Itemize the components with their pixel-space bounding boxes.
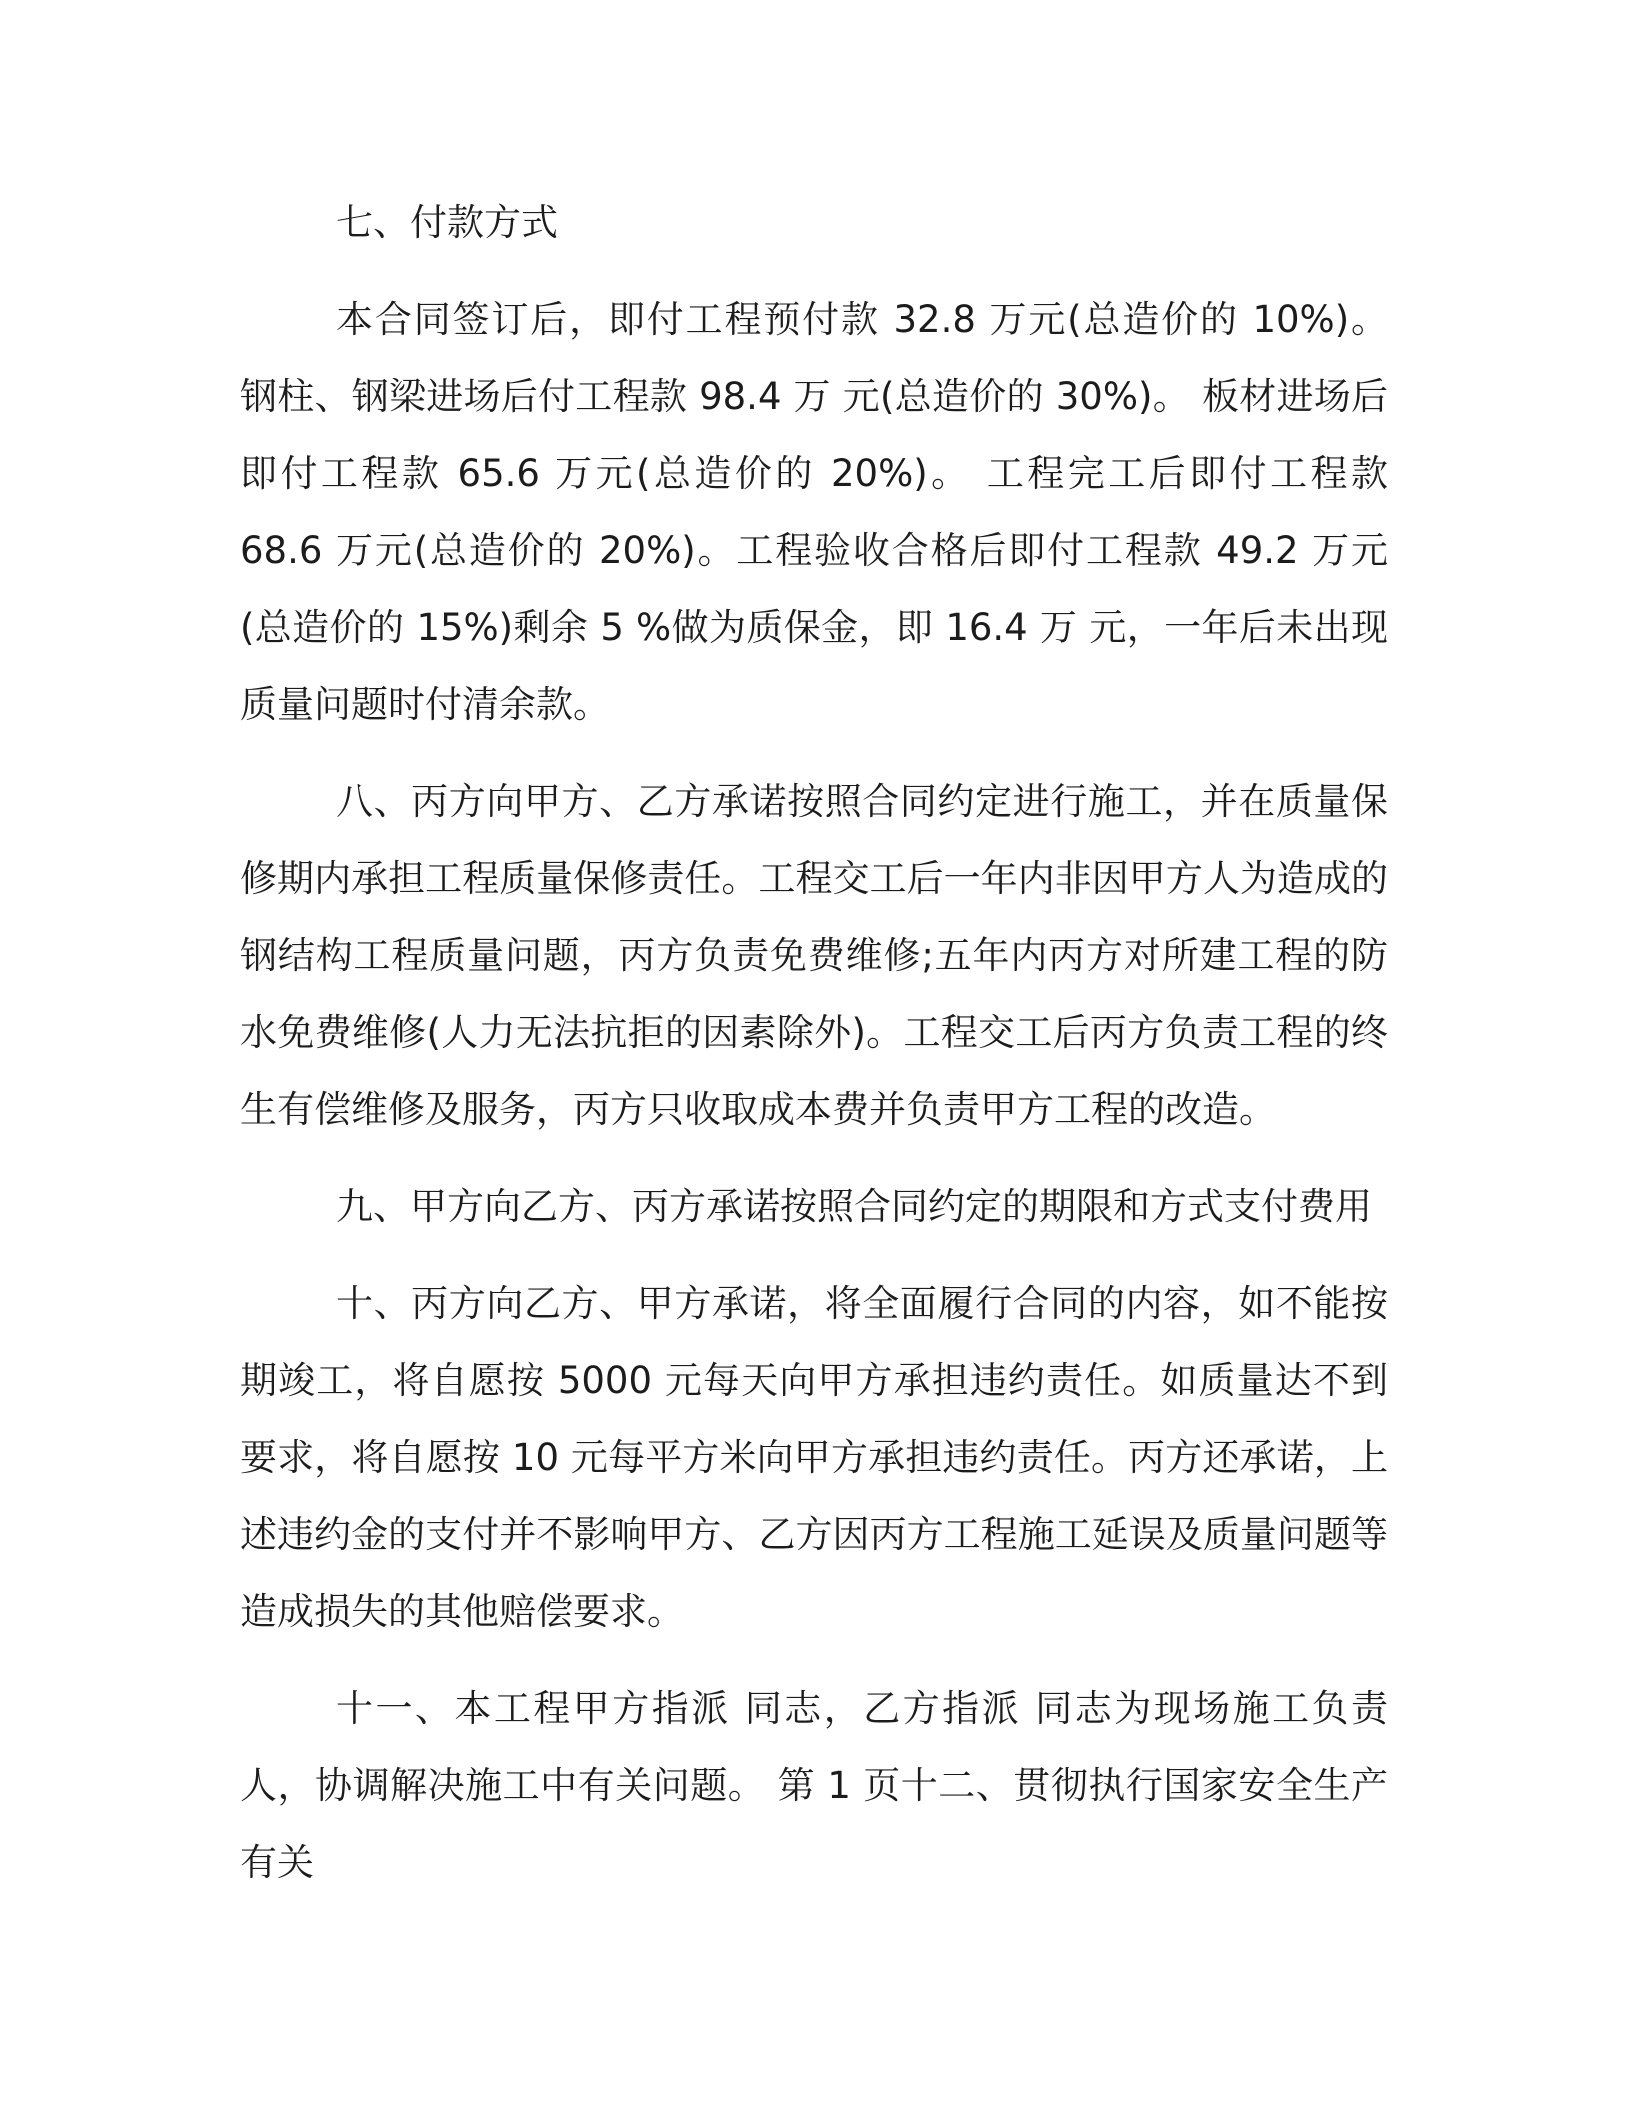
paragraph-section-10-liability: 十、丙方向乙方、甲方承诺，将全面履行合同的内容，如不能按期竣工，将自愿按 5000 元每天向甲方承担违约责任。如质量达不到要求，将自愿按 10 元每平方米向甲方承担违约责任。丙方还承诺，上述违约金的支付并不影响甲方、乙方因丙方工程施工延误及质量问题等造成损失的其他赔偿要求。 <box>240 1282 1388 1633</box>
section-heading-payment-method: 七、付款方式 <box>336 201 558 244</box>
document-body <box>240 184 1388 1921</box>
paragraph-payment-terms: 本合同签订后，即付工程预付款 32.8 万元(总造价的 10%)。 钢柱、钢梁进场后付工程款 98.4 万 元(总造价的 30%)。 板材进场后即付工程款 65.6 万元(总造价的 20%)。 工程完工后即付工程款 68.6 万元(总造价的 20%)。工程验收合格后即付工程款 49.2 万元(总造价的 15%)剩余 5 %做为质保金，即 16.4 万 元，一年后未出现质量问题时付清余款。 <box>240 298 1388 726</box>
paragraph-section-11-site-manager: 十一、本工程甲方指派 同志，乙方指派 同志为现场施工负责人，协调解决施工中有关问题。 第 1 页十二、贯彻执行国家安全生产有关 <box>240 1687 1388 1884</box>
paragraph-section-8-warranty: 八、丙方向甲方、乙方承诺按照合同约定进行施工，并在质量保修期内承担工程质量保修责任。工程交工后一年内非因甲方人为造成的钢结构工程质量问题，丙方负责免费维修;五年内丙方对所建工程的防水免费维修(人力无法抗拒的因素除外)。工程交工后丙方负责工程的终生有偿维修及服务，丙方只收取成本费并负责甲方工程的改造。 <box>240 780 1388 1131</box>
paragraph-section-9-payment-commitment: 九、甲方向乙方、丙方承诺按照合同约定的期限和方式支付费用 <box>336 1185 1372 1228</box>
